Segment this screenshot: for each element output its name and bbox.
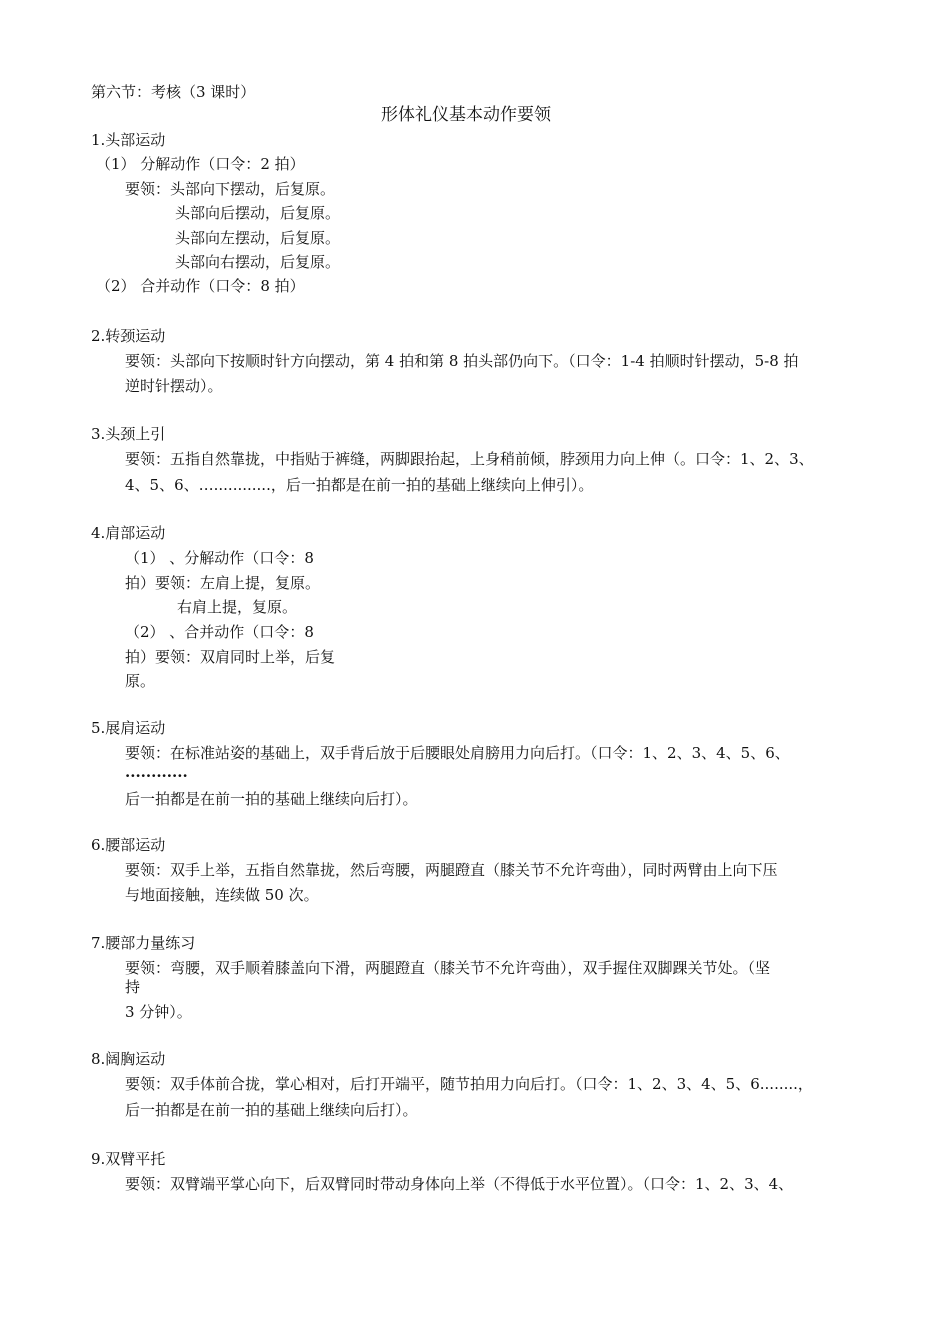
s1-sub1: （1） 分解动作（口令：2 拍） (96, 155, 305, 173)
s7-heading: 7.腰部力量练习 (91, 934, 196, 952)
s1-line2: 头部向后摆动，后复原。 (175, 204, 341, 222)
s6-heading: 6.腰部运动 (91, 836, 166, 854)
s4-line4: （2） 、合并动作（口令：8 (125, 623, 314, 641)
s4-line6: 原。 (125, 672, 156, 690)
s1-line1: 要领：头部向下摆动，后复原。 (125, 180, 336, 198)
s4-line5: 拍）要领：双肩同时上举，后复 (125, 648, 336, 666)
s5-dots: ............ (125, 763, 188, 781)
s7-line3: 3 分钟）。 (125, 1003, 192, 1021)
s5-heading: 5.展肩运动 (91, 719, 166, 737)
s7-line1: 要领：弯腰，双手顺着膝盖向下滑，两腿蹬直（膝关节不允许弯曲），双手握住双脚踝关节处。（坚 (125, 959, 771, 977)
s3-line1: 要领：五指自然靠拢，中指贴于裤缝，两脚跟抬起，上身稍前倾，脖颈用力向上伸（。口令：1、2、3、 (125, 450, 814, 468)
s5-line2: 后一拍都是在前一拍的基础上继续向后打）。 (125, 790, 418, 808)
s4-line3: 右肩上提，复原。 (177, 598, 298, 616)
s3-heading: 3.头颈上引 (91, 425, 166, 443)
s5-line1: 要领：在标准站姿的基础上，双手背后放于后腰眼处肩膀用力向后打。（口令：1、2、3、4、5、6、 (125, 744, 790, 762)
s8-line1: 要领：双手体前合拢，掌心相对，后打开端平，随节拍用力向后打。（口令：1、2、3、4、5、6........， (125, 1075, 813, 1093)
s2-line2: 逆时针摆动）。 (125, 377, 223, 395)
s1-line3: 头部向左摆动，后复原。 (175, 229, 341, 247)
s1-line4: 头部向右摆动，后复原。 (175, 253, 341, 271)
s8-heading: 8.阔胸运动 (91, 1050, 166, 1068)
s3-line2: 4、5、6、…............，后一拍都是在前一拍的基础上继续向上伸引）。 (125, 476, 594, 494)
s8-line2: 后一拍都是在前一拍的基础上继续向后打）。 (125, 1101, 418, 1119)
s6-line2: 与地面接触，连续做 50 次。 (125, 886, 319, 904)
s7-line2: 持 (125, 978, 141, 996)
s1-heading: 1.头部运动 (91, 131, 166, 149)
s2-line1: 要领：头部向下按顺时针方向摆动，第 4 拍和第 8 拍头部仍向下。（口令：1-4 拍顺时针摆动，5-8 拍 (125, 352, 799, 370)
s9-line1: 要领：双臂端平掌心向下，后双臂同时带动身体向上举（不得低于水平位置）。（口令：1、2、3、4、 (125, 1175, 794, 1193)
s4-line1: （1） 、分解动作（口令：8 (125, 549, 314, 567)
s4-line2: 拍）要领：左肩上提，复原。 (125, 574, 321, 592)
s4-heading: 4.肩部运动 (91, 524, 166, 542)
document-title: 形体礼仪基本动作要领 (381, 105, 551, 125)
s9-heading: 9.双臂平托 (91, 1150, 166, 1168)
s1-sub2: （2） 合并动作（口令：8 拍） (96, 277, 305, 295)
s2-heading: 2.转颈运动 (91, 327, 166, 345)
section-header: 第六节：考核（3 课时） (91, 83, 256, 101)
s6-line1: 要领：双手上举，五指自然靠拢，然后弯腰，两腿蹬直（膝关节不允许弯曲），同时两臂由上向下压 (125, 861, 778, 879)
